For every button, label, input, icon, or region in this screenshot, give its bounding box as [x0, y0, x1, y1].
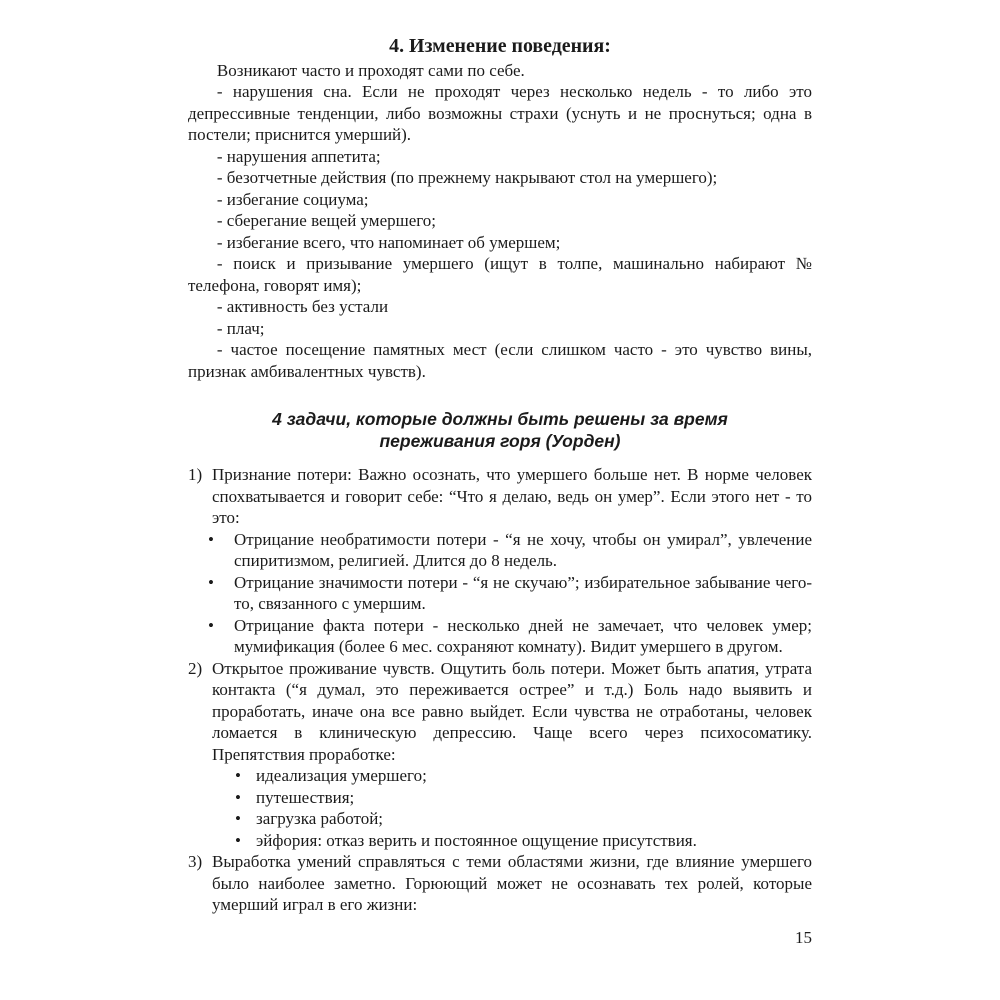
task2-bullet [188, 765, 812, 787]
bullet-icon: • [208, 572, 214, 592]
behavior-item: - избегание всего, что напоминает об умершем; [216, 232, 561, 252]
bullet-icon: • [235, 809, 241, 828]
behavior-item: - нарушения аппетита; [216, 146, 381, 166]
behavior-item: - безотчетные действия (по прежнему накрывают стол на умершего); [216, 168, 718, 187]
bullet-icon: • [208, 529, 214, 549]
bullet-text: эйфория: отказ верить и постоянное ощущение присутствия. [256, 830, 697, 850]
task-text: Признание потери: Важно осознать, что умершего больше нет. В норме человек спохватывается и говорит себе: “Что я делаю, ведь он умер”. Если этого нет - то это: [212, 465, 812, 527]
behavior-item: - активность без устали [216, 297, 389, 316]
task-text: Выработка умений справляться с теми областями жизни, где влияние умершего было наиболее заметно. Горюющий может не осознавать тех ролей, которые умерший играл в его жизни: [212, 852, 812, 914]
task-number: 1) [188, 465, 203, 484]
bullet-icon: • [235, 787, 241, 807]
behavior-item: - плач; [216, 318, 265, 338]
task1-bullet [188, 615, 812, 658]
task1-bullet [188, 572, 812, 615]
task-text: Открытое проживание чувств. Ощутить боль потери. Может быть апатия, утрата контакта (“я думал, это переживается острее” и т.д.) Боль надо выявить и проработать, иначе она все равно выйдет. Если чувства не отработаны, человек ломается в клиническую депрессию. Чаще всего через психосоматику. Препятствия проработке: [212, 658, 812, 764]
task-item-1 [188, 464, 812, 529]
task2-bullet [188, 787, 812, 809]
task-number: 3) [188, 852, 203, 871]
behavior-item: - избегание социума; [216, 189, 369, 209]
behavior-intro: Возникают часто и проходят сами по себе. [216, 60, 525, 80]
task-item-2 [188, 658, 812, 766]
task1-bullet [188, 529, 812, 572]
task2-bullet [188, 830, 812, 852]
behavior-item: - поиск и призывание умершего (ищут в толпе, машинально набирают № телефона, говорят имя); [188, 254, 812, 295]
task-number: 2) [188, 658, 203, 678]
bullet-text: загрузка работой; [256, 809, 384, 828]
bullet-icon: • [208, 615, 214, 635]
section-title-behavior: 4. Изменение поведения: [389, 35, 611, 57]
task-item-3 [188, 851, 812, 916]
bullet-text: Отрицание факта потери - несколько дней не замечает, что человек умер; мумификация (более 6 мес. сохраняют комнату). Видит умершего в другом. [234, 615, 812, 656]
behavior-item: - сберегание вещей умершего; [216, 211, 437, 230]
bullet-text: идеализация умершего; [256, 766, 427, 785]
bullet-icon: • [235, 830, 241, 850]
behavior-item: - частое посещение памятных мест (если слишком часто - это чувство вины, признак амбивалентных чувств). [188, 340, 812, 381]
bullet-text: Отрицание значимости потери - “я не скучаю”; избирательное забывание чего-то, связанного с умершим. [234, 572, 812, 613]
task2-bullet [188, 808, 812, 830]
bullet-text: путешествия; [256, 787, 355, 807]
bullet-icon: • [235, 766, 241, 785]
page-number: 15 [795, 928, 812, 947]
behavior-item: - нарушения сна. Если не проходят через несколько недель - то либо это депрессивные тенденции, либо возможны страхи (уснуть и не проснуться; одна в постели; приснится умерший). [188, 82, 812, 144]
bullet-text: Отрицание необратимости потери - “я не хочу, чтобы он умирал”, увлечение спиритизмом, религией. Длится до 8 недель. [234, 529, 812, 570]
section-title-tasks: 4 задачи, которые должны быть решены за время переживания горя (Уорден) [272, 409, 728, 451]
document-page [188, 36, 812, 916]
